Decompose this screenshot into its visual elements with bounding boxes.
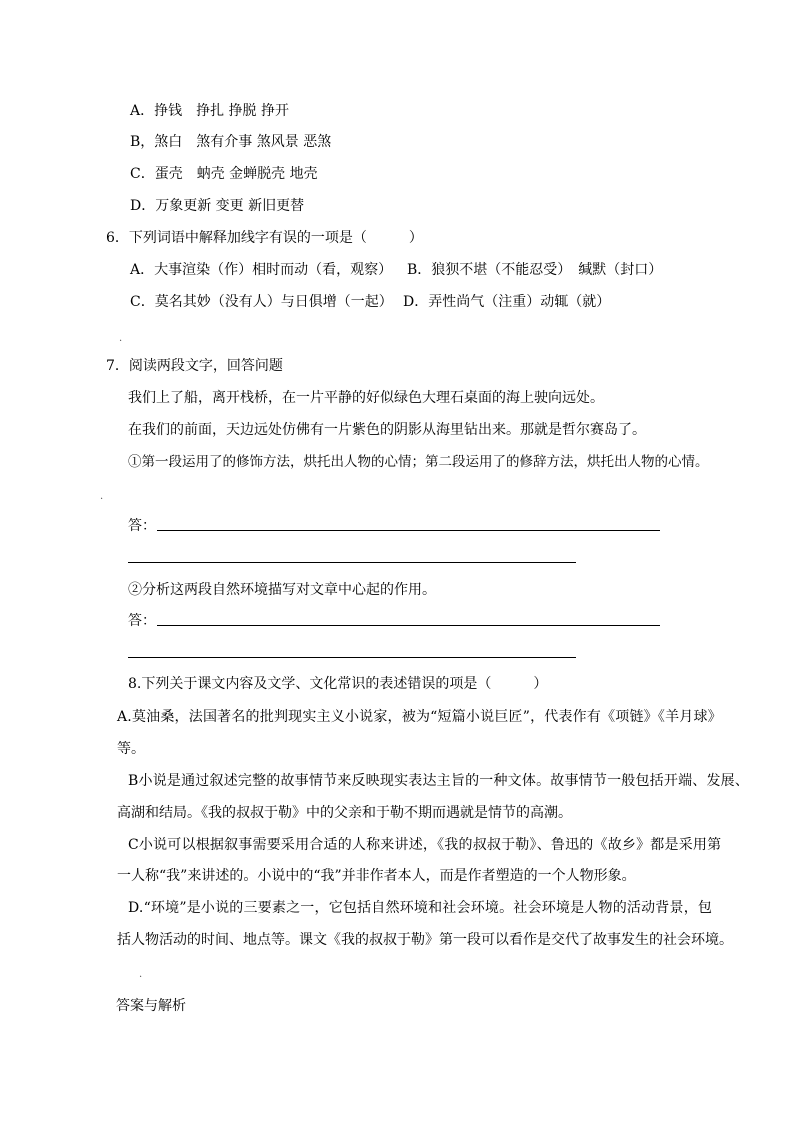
q5-option-d: D．万象更新 变更 新旧更替	[130, 198, 305, 214]
paragraph-mark: .	[139, 969, 143, 980]
q8-option-a-line-1: A.莫油桑，法国著名的批判现实主义小说家，被为“短篇小说巨匠”，代表作有《项链》《羊月球》	[117, 709, 722, 725]
q7-stem: 7．阅读两段文字，回答问题	[106, 358, 283, 374]
q5-option-a: A．挣钱 挣扎 挣脱 挣开	[130, 103, 290, 119]
q7-passage-2: 在我们的前面，天边远处仿佛有一片紫色的阴影从海里钻出来。那就是哲尔赛岛了。	[128, 422, 646, 438]
q6-option-c: C．莫名其妙（没有人）与日俱增（一起）	[130, 294, 393, 310]
q8-option-d-line-1: D.“环境”是小说的三要素之一，它包括自然环境和社会环境。社会环境是人物的活动背景，包	[128, 900, 713, 916]
answers-heading: 答案与解析	[116, 998, 186, 1014]
q8-option-d-line-2: 括人物活动的时间、地点等。课文《我的叔叔于勒》第一段可以看作是交代了故事发生的社会环境。	[117, 932, 733, 948]
q8-option-c-line-2: 一人称“我”来讲述的。小说中的“我”并非作者本人，而是作者塑造的一个人物形象。	[117, 868, 636, 884]
q7-subquestion-1: ①第一段运用了的修饰方法，烘托出人物的心情；第二段运用了的修辞方法，烘托出人物的心情。	[128, 454, 709, 470]
q7-answer-label-1: 答：	[128, 518, 156, 534]
answer-line	[157, 625, 660, 626]
answer-line	[128, 657, 576, 658]
q8-stem: 8.下列关于课文内容及文学、文化常识的表述错误的项是（ ）	[128, 676, 548, 692]
q5-option-c: C．蛋壳 蚋壳 金蝉脱壳 地壳	[130, 166, 318, 182]
answer-line	[157, 530, 660, 531]
q7-answer-label-2: 答：	[128, 613, 156, 629]
q8-option-b-line-1: B小说是通过叙述完整的故事情节来反映现实表达主旨的一种文体。故事情节一般包括开端、发展、	[128, 773, 750, 789]
q7-subquestion-2: ②分析这两段自然环境描写对文章中心起的作用。	[128, 582, 436, 598]
q7-passage-1: 我们上了船，离开栈桥，在一片平静的好似绿色大理石桌面的海上驶向远处。	[128, 390, 604, 406]
q6-option-a: A．大事渲染（作）相时而动（看，观察）	[130, 262, 393, 278]
q8-option-a-line-2: 等。	[117, 741, 145, 757]
q5-option-b: B，煞白 煞有介事 煞风景 恶煞	[130, 134, 332, 150]
q6-option-d: D．弄性尚气（注重）动辄（就）	[403, 294, 611, 310]
answer-line	[128, 562, 576, 563]
q8-option-b-line-2: 高湖和结局。《我的叔叔于勒》中的父亲和于勒不期而遇就是情节的高潮。	[117, 805, 572, 821]
paragraph-mark: .	[100, 491, 104, 502]
paragraph-mark: .	[119, 333, 123, 344]
q6-option-b: B．狼狈不堪（不能忍受） 缄默（封口）	[407, 262, 663, 278]
q8-option-c-line-1: C小说可以根据叙事需要采用合适的人称来讲述，《我的叔叔于勒》、鲁迅的《故乡》都是采用第	[128, 837, 722, 853]
q6-stem: 6．下列词语中解释加线字有误的一项是（ ）	[106, 230, 423, 246]
